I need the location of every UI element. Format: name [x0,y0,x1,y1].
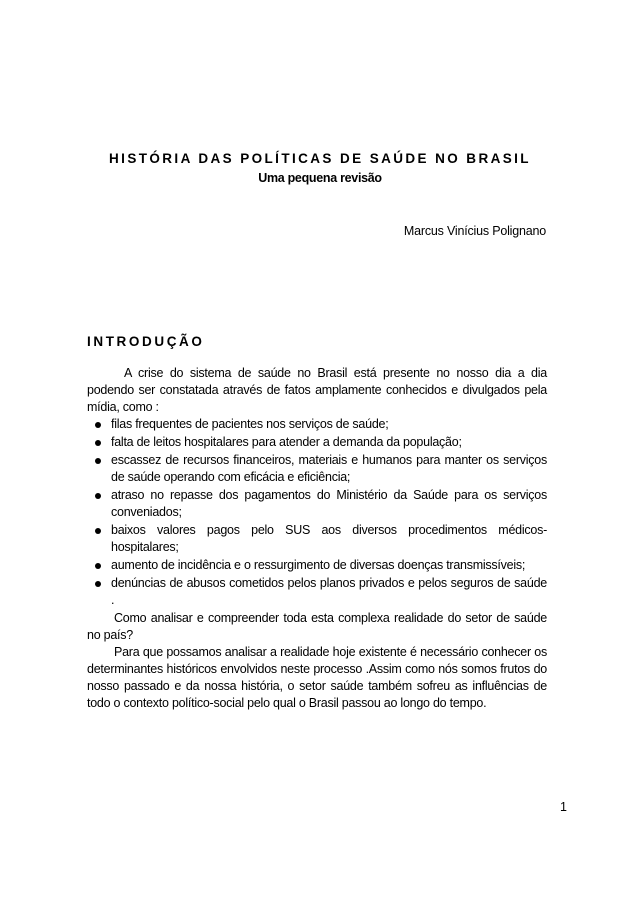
bullet-icon [95,581,101,587]
list-item [87,487,547,521]
paragraph-2: Como analisar e compreender toda esta complexa realidade do setor de saúde no país? [87,611,547,642]
list-item [87,557,547,574]
bullet-icon [95,563,101,569]
document-title: HISTÓRIA DAS POLÍTICAS DE SAÚDE NO BRASIL [109,151,531,166]
document-subtitle: Uma pequena revisão [258,171,382,185]
section-heading-introducao: INTRODUÇÃO [87,334,205,349]
bullet-icon [95,458,101,464]
list-item-text: atraso no repasse dos pagamentos do Ministério da Saúde para os serviços conveniados; [111,488,547,519]
list-item [87,416,547,433]
list-item [87,452,547,486]
body-text [87,365,547,712]
list-item [87,522,547,556]
bullet-icon [95,422,101,428]
list-item-text: denúncias de abusos cometidos pelos planos privados e pelos seguros de saúde . [111,576,547,607]
list-item-text: escassez de recursos financeiros, materiais e humanos para manter os serviços de saúde operando com eficácia e eficiência; [111,453,547,484]
author-name: Marcus Vinícius Polignano [403,224,546,238]
paragraph-3: Para que possamos analisar a realidade hoje existente é necessário conhecer os determinantes históricos envolvidos neste processo .Assim como nós somos frutos do nosso passado e da nossa história, o setor saúde também sofreu as influências de todo o contexto político-social pelo qual o Brasil passou ao longo do tempo. [87,645,547,710]
page-number: 1 [560,800,567,814]
intro-paragraph: A crise do sistema de saúde no Brasil está presente no nosso dia a dia podendo ser constatada através de fatos amplamente conhecidos e divulgados pela mídia, como : [87,366,547,414]
list-item-text: falta de leitos hospitalares para atender a demanda da população; [111,435,462,449]
bullet-icon [95,528,101,534]
list-item [87,434,547,451]
bullet-icon [95,440,101,446]
list-item-text: baixos valores pagos pelo SUS aos diversos procedimentos médicos-hospitalares; [111,523,547,554]
bullet-icon [95,493,101,499]
list-item-text: filas frequentes de pacientes nos serviços de saúde; [111,417,389,431]
problem-bullet-list [87,416,547,609]
list-item [87,575,547,609]
list-item-text: aumento de incidência e o ressurgimento de diversas doenças transmissíveis; [111,558,526,572]
